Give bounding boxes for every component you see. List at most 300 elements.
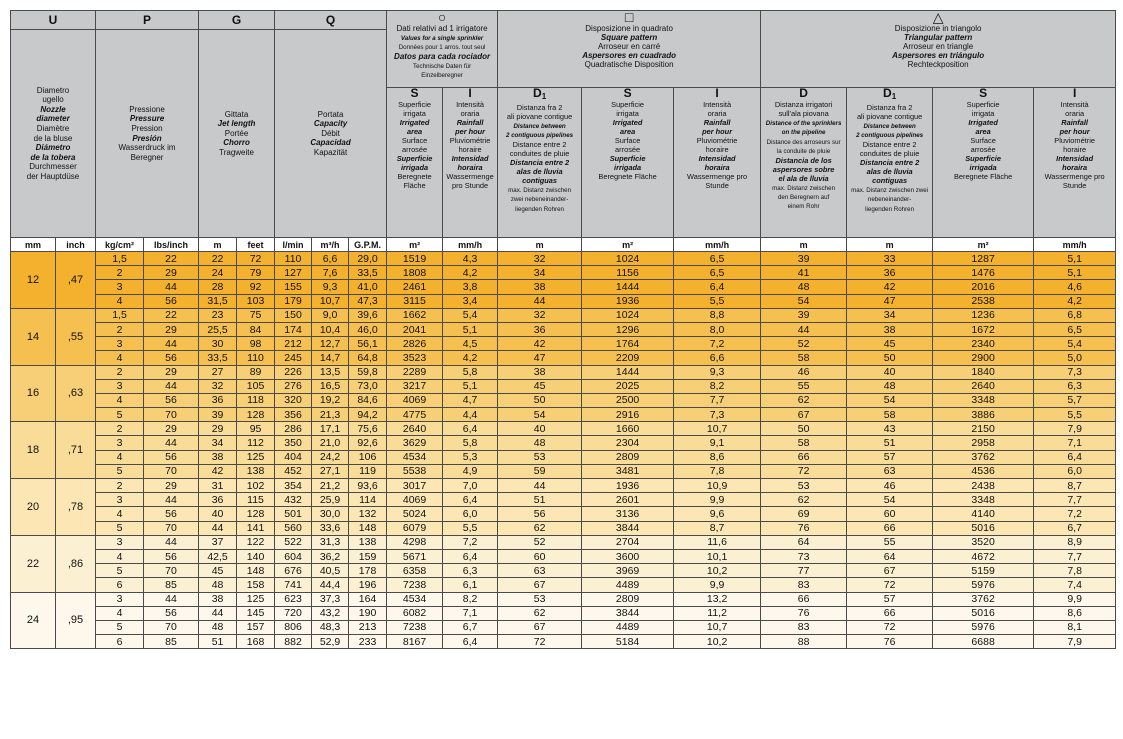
table-cell: 25,9: [312, 493, 349, 507]
table-cell: 9,1: [674, 436, 761, 450]
table-cell: 6,4: [443, 493, 498, 507]
table-cell: 6358: [387, 564, 443, 578]
table-body: [11, 252, 1116, 649]
table-cell: 67: [498, 620, 582, 634]
triangle-i-header: I Intensità oraria Rainfall per hour Pluviométrie horaire Intensidad horaira Wassermenge pro Stunde: [1034, 88, 1116, 238]
table-cell: 57: [847, 450, 933, 464]
table-cell: 76: [847, 635, 933, 649]
table-cell: 47,3: [349, 294, 387, 308]
table-cell: 141: [237, 521, 275, 535]
triangle-d1-header: $D_1$ Distanza fra 2 ali piovane contigue Distance between 2 contiguous pipelines Distance entre 2 conduites de pluie Distancia entre 2 alas de lluvia contiguas max. Distanz zwischen zwei nebeneinander- liegenden Rohren: [847, 88, 933, 238]
table-cell: 7,9: [1034, 422, 1116, 436]
table-cell: 404: [275, 450, 312, 464]
table-cell: 3629: [387, 436, 443, 450]
table-cell: 350: [275, 436, 312, 450]
table-cell: 7,4: [1034, 578, 1116, 592]
table-row: [11, 606, 1116, 620]
table-cell: 5,1: [1034, 266, 1116, 280]
sprinkler-data-table-container: [10, 10, 1115, 649]
table-cell: 55: [761, 379, 847, 393]
table-cell: 14,7: [312, 351, 349, 365]
table-cell: 59,8: [349, 365, 387, 379]
table-cell: 5,1: [1034, 252, 1116, 266]
table-cell: 6,3: [1034, 379, 1116, 393]
table-cell: 44: [144, 535, 199, 549]
table-cell: 3: [96, 493, 144, 507]
table-cell: 174: [275, 322, 312, 336]
square-d1-header: $D_1$ Distanza fra 2 ali piovane contigue Distance between 2 contiguous pipelines Distance entre 2 conduites de pluie Distancia entre 2 alas de lluvia contiguas max. Distanz zwischen zwei nebeneinander- liegenden Rohren: [498, 88, 582, 238]
table-cell: 3348: [933, 493, 1034, 507]
table-cell: 178: [349, 564, 387, 578]
table-cell: 25,5: [199, 322, 237, 336]
table-cell: 56: [144, 351, 199, 365]
nozzle-diameter-header: Diametro ugello Nozzle diameter Diamètre de la bluse Diámetro de la tobera Durchmesser der Hauptdüse: [11, 30, 96, 238]
table-cell: 58: [761, 436, 847, 450]
table-cell: 5,4: [443, 308, 498, 322]
table-cell: 33,5: [349, 266, 387, 280]
table-cell: 44: [144, 337, 199, 351]
header-letter-u: U: [11, 11, 96, 30]
table-row: [11, 450, 1116, 464]
table-cell: 22: [144, 252, 199, 266]
table-cell: 51: [847, 436, 933, 450]
table-cell: 17,1: [312, 422, 349, 436]
table-cell: 85: [144, 635, 199, 649]
table-cell: 5016: [933, 521, 1034, 535]
table-cell: 3348: [933, 393, 1034, 407]
unit-cell: mm/h: [1034, 238, 1116, 252]
table-cell: 11,2: [674, 606, 761, 620]
table-cell: 66: [761, 450, 847, 464]
table-cell: 39: [199, 408, 237, 422]
table-cell: 4489: [582, 578, 674, 592]
table-cell: 73,0: [349, 379, 387, 393]
table-cell: 67: [847, 564, 933, 578]
table-cell: 168: [237, 635, 275, 649]
table-cell: 56: [144, 549, 199, 563]
table-cell: 44: [498, 294, 582, 308]
square-pattern-header: □ Disposizione in quadrato Square pattern Arroseur en carré Aspersores en cuadrado Quadratische Disposition: [498, 11, 761, 88]
table-cell: 37,3: [312, 592, 349, 606]
table-cell: 4,7: [443, 393, 498, 407]
table-cell: 39,6: [349, 308, 387, 322]
table-cell: 30,0: [312, 507, 349, 521]
table-cell: 36: [498, 322, 582, 336]
table-cell: 76: [761, 521, 847, 535]
table-cell: 44: [761, 322, 847, 336]
table-cell: 40: [199, 507, 237, 521]
table-cell: 36: [847, 266, 933, 280]
table-cell: 12,7: [312, 337, 349, 351]
table-cell: 50: [847, 351, 933, 365]
table-cell: 92: [237, 280, 275, 294]
table-cell: 54: [498, 408, 582, 422]
table-cell: 2640: [387, 422, 443, 436]
table-cell: 5,1: [443, 379, 498, 393]
table-cell: 70: [144, 408, 199, 422]
table-cell: 38: [498, 365, 582, 379]
table-cell: 6,1: [443, 578, 498, 592]
table-cell: 6,5: [674, 266, 761, 280]
table-cell: 4,9: [443, 464, 498, 478]
table-cell: 2500: [582, 393, 674, 407]
table-cell: 4672: [933, 549, 1034, 563]
table-cell: 29: [144, 365, 199, 379]
table-cell: 72: [847, 620, 933, 634]
table-cell: 3481: [582, 464, 674, 478]
table-row: [11, 280, 1116, 294]
table-cell: 7,6: [312, 266, 349, 280]
table-cell: 2: [96, 479, 144, 493]
table-cell: 44: [144, 280, 199, 294]
table-cell: 9,3: [312, 280, 349, 294]
unit-cell: m: [498, 238, 582, 252]
table-cell: 320: [275, 393, 312, 407]
table-row: [11, 507, 1116, 521]
table-cell: 28: [199, 280, 237, 294]
table-row: [11, 393, 1116, 407]
table-cell: 29: [144, 422, 199, 436]
table-cell: 103: [237, 294, 275, 308]
table-cell: 3762: [933, 450, 1034, 464]
table-cell: 23: [199, 308, 237, 322]
table-cell: 45: [847, 337, 933, 351]
table-cell: 36: [199, 493, 237, 507]
table-cell: 5,5: [443, 521, 498, 535]
table-cell: 33: [847, 252, 933, 266]
table-cell: 7,3: [1034, 365, 1116, 379]
table-cell: 110: [275, 252, 312, 266]
table-cell: 2916: [582, 408, 674, 422]
table-cell: 3: [96, 592, 144, 606]
table-cell: 21,0: [312, 436, 349, 450]
table-cell: 34: [498, 266, 582, 280]
table-cell: 48: [199, 578, 237, 592]
table-cell: 2016: [933, 280, 1034, 294]
table-cell: 44: [144, 379, 199, 393]
table-cell: 5,4: [1034, 337, 1116, 351]
nozzle-mm-cell: 22: [11, 535, 56, 592]
table-cell: 7,2: [674, 337, 761, 351]
table-row: [11, 422, 1116, 436]
table-cell: 4140: [933, 507, 1034, 521]
unit-cell: mm/h: [443, 238, 498, 252]
table-row: [11, 337, 1116, 351]
table-cell: 6,4: [443, 549, 498, 563]
table-cell: 6,4: [443, 422, 498, 436]
table-row: [11, 549, 1116, 563]
unit-cell: mm: [11, 238, 56, 252]
table-cell: 286: [275, 422, 312, 436]
table-cell: 63: [498, 564, 582, 578]
table-cell: 150: [275, 308, 312, 322]
table-cell: 7,7: [1034, 493, 1116, 507]
sprinkler-performance-table: [10, 10, 1116, 649]
table-cell: 102: [237, 479, 275, 493]
table-cell: 10,7: [312, 294, 349, 308]
table-cell: 2150: [933, 422, 1034, 436]
table-cell: 6082: [387, 606, 443, 620]
table-cell: 10,9: [674, 479, 761, 493]
table-cell: 56: [144, 294, 199, 308]
table-cell: 24: [199, 266, 237, 280]
table-cell: 4: [96, 351, 144, 365]
table-cell: 8,6: [1034, 606, 1116, 620]
header-letter-p: P: [96, 11, 199, 30]
table-cell: 5024: [387, 507, 443, 521]
table-cell: 38: [847, 322, 933, 336]
table-cell: 2289: [387, 365, 443, 379]
table-cell: 10,4: [312, 322, 349, 336]
unit-cell: m: [199, 238, 237, 252]
table-cell: 3017: [387, 479, 443, 493]
table-cell: 34: [847, 308, 933, 322]
table-cell: 72: [847, 578, 933, 592]
table-cell: 32: [498, 252, 582, 266]
table-cell: 6,4: [674, 280, 761, 294]
table-cell: 44: [144, 436, 199, 450]
table-cell: 7,2: [443, 535, 498, 549]
table-cell: 3523: [387, 351, 443, 365]
table-cell: 84: [237, 322, 275, 336]
table-cell: 127: [275, 266, 312, 280]
table-cell: 4,2: [1034, 294, 1116, 308]
table-cell: 1,5: [96, 252, 144, 266]
table-cell: 3844: [582, 606, 674, 620]
table-cell: 79: [237, 266, 275, 280]
table-cell: 67: [761, 408, 847, 422]
table-cell: 2025: [582, 379, 674, 393]
table-cell: 128: [237, 507, 275, 521]
table-cell: 720: [275, 606, 312, 620]
table-cell: 5538: [387, 464, 443, 478]
table-cell: 4,2: [443, 351, 498, 365]
table-cell: 39: [761, 308, 847, 322]
table-cell: 3844: [582, 521, 674, 535]
table-cell: 46,0: [349, 322, 387, 336]
table-cell: 31,3: [312, 535, 349, 549]
table-cell: 4: [96, 549, 144, 563]
table-cell: 85: [144, 578, 199, 592]
table-cell: 94,2: [349, 408, 387, 422]
jet-length-header: Gittata Jet length Portée Chorro Tragweite: [199, 30, 275, 238]
table-cell: 32: [498, 308, 582, 322]
table-cell: 2: [96, 422, 144, 436]
table-cell: 2958: [933, 436, 1034, 450]
table-cell: 2340: [933, 337, 1034, 351]
table-cell: 38: [199, 592, 237, 606]
table-cell: 51: [199, 635, 237, 649]
table-cell: 36: [199, 393, 237, 407]
table-cell: 70: [144, 464, 199, 478]
table-cell: 32: [199, 379, 237, 393]
unit-cell: m²: [933, 238, 1034, 252]
nozzle-inch-cell: ,71: [56, 422, 96, 479]
table-cell: 48,3: [312, 620, 349, 634]
table-cell: 125: [237, 592, 275, 606]
table-cell: 1024: [582, 252, 674, 266]
table-cell: 9,9: [1034, 592, 1116, 606]
table-cell: 2538: [933, 294, 1034, 308]
unit-cell: m²: [582, 238, 674, 252]
table-row: [11, 252, 1116, 266]
table-cell: 148: [349, 521, 387, 535]
table-cell: 52: [498, 535, 582, 549]
table-cell: 56: [498, 507, 582, 521]
table-cell: 62: [761, 393, 847, 407]
table-cell: 48: [761, 280, 847, 294]
table-cell: 53: [498, 592, 582, 606]
table-cell: 806: [275, 620, 312, 634]
table-cell: 6,5: [674, 252, 761, 266]
table-row: [11, 464, 1116, 478]
pressure-header: Pressione Pressure Pression Presión Wasserdruck im Beregner: [96, 30, 199, 238]
table-cell: 41: [761, 266, 847, 280]
table-cell: 4775: [387, 408, 443, 422]
table-cell: 33,5: [199, 351, 237, 365]
table-row: [11, 351, 1116, 365]
table-cell: 155: [275, 280, 312, 294]
table-cell: 42: [847, 280, 933, 294]
unit-cell: lbs/inch: [144, 238, 199, 252]
table-cell: 72: [237, 252, 275, 266]
table-row: [11, 620, 1116, 634]
table-cell: 44: [144, 592, 199, 606]
nozzle-inch-cell: ,86: [56, 535, 96, 592]
unit-cell: G.P.M.: [349, 238, 387, 252]
table-cell: 6,4: [1034, 450, 1116, 464]
table-cell: 64: [847, 549, 933, 563]
table-cell: 8167: [387, 635, 443, 649]
table-cell: 5159: [933, 564, 1034, 578]
table-cell: 676: [275, 564, 312, 578]
table-cell: 62: [498, 606, 582, 620]
table-cell: 6,0: [443, 507, 498, 521]
table-cell: 5184: [582, 635, 674, 649]
table-cell: 47: [498, 351, 582, 365]
table-cell: 5976: [933, 578, 1034, 592]
table-cell: 115: [237, 493, 275, 507]
table-cell: 45: [199, 564, 237, 578]
table-cell: 62: [761, 493, 847, 507]
table-cell: 132: [349, 507, 387, 521]
table-cell: 138: [349, 535, 387, 549]
table-cell: 7,0: [443, 479, 498, 493]
table-cell: 73: [761, 549, 847, 563]
table-cell: 7,1: [1034, 436, 1116, 450]
table-cell: 112: [237, 436, 275, 450]
triangle-pattern-header: △ Disposizione in triangolo Triangular pattern Arroseur en triangle Aspersores en triángulo Rechteckposition: [761, 11, 1116, 88]
nozzle-inch-cell: ,55: [56, 308, 96, 365]
unit-cell: inch: [56, 238, 96, 252]
table-cell: 3: [96, 535, 144, 549]
table-cell: 72: [761, 464, 847, 478]
table-cell: 138: [237, 464, 275, 478]
table-cell: 10,7: [674, 422, 761, 436]
table-row: [11, 322, 1116, 336]
table-cell: 56: [144, 507, 199, 521]
table-cell: 6,6: [674, 351, 761, 365]
table-cell: 6,3: [443, 564, 498, 578]
table-cell: 56: [144, 393, 199, 407]
table-cell: 46: [761, 365, 847, 379]
table-cell: 3886: [933, 408, 1034, 422]
table-cell: 2900: [933, 351, 1034, 365]
table-cell: 2601: [582, 493, 674, 507]
table-cell: 53: [498, 450, 582, 464]
table-cell: 27,1: [312, 464, 349, 478]
table-cell: 40: [498, 422, 582, 436]
table-cell: 159: [349, 549, 387, 563]
table-cell: 452: [275, 464, 312, 478]
table-row: [11, 535, 1116, 549]
table-cell: 89: [237, 365, 275, 379]
table-cell: 4,6: [1034, 280, 1116, 294]
table-cell: 88: [761, 635, 847, 649]
table-cell: 4069: [387, 393, 443, 407]
table-cell: 66: [761, 592, 847, 606]
table-cell: 114: [349, 493, 387, 507]
table-cell: 8,2: [443, 592, 498, 606]
table-cell: 8,2: [674, 379, 761, 393]
table-cell: 50: [761, 422, 847, 436]
table-cell: 4,4: [443, 408, 498, 422]
nozzle-mm-cell: 18: [11, 422, 56, 479]
table-cell: 140: [237, 549, 275, 563]
unit-cell: kg/cm²: [96, 238, 144, 252]
table-row: [11, 308, 1116, 322]
table-cell: 6,4: [443, 635, 498, 649]
table-cell: 2461: [387, 280, 443, 294]
table-cell: 22: [199, 252, 237, 266]
table-cell: 4,2: [443, 266, 498, 280]
table-cell: 179: [275, 294, 312, 308]
square-s-header: S Superficie irrigata Irrigated area Surface arrosée Superficie irrigada Beregnete Fläche: [582, 88, 674, 238]
table-cell: 6,7: [443, 620, 498, 634]
table-cell: 43,2: [312, 606, 349, 620]
table-cell: 6,6: [312, 252, 349, 266]
table-cell: 29: [144, 322, 199, 336]
table-cell: 3217: [387, 379, 443, 393]
table-cell: 6: [96, 635, 144, 649]
table-cell: 7238: [387, 578, 443, 592]
table-cell: 42: [498, 337, 582, 351]
table-cell: 7,7: [1034, 549, 1116, 563]
table-cell: 105: [237, 379, 275, 393]
table-row: [11, 578, 1116, 592]
table-cell: 52: [761, 337, 847, 351]
table-cell: 128: [237, 408, 275, 422]
table-cell: 4534: [387, 450, 443, 464]
unit-cell: m: [847, 238, 933, 252]
table-cell: 2704: [582, 535, 674, 549]
table-cell: 6,7: [1034, 521, 1116, 535]
table-cell: 1672: [933, 322, 1034, 336]
table-cell: 9,0: [312, 308, 349, 322]
table-cell: 44,4: [312, 578, 349, 592]
table-cell: 29: [199, 422, 237, 436]
table-cell: 122: [237, 535, 275, 549]
table-cell: 5: [96, 521, 144, 535]
table-cell: 8,8: [674, 308, 761, 322]
table-cell: 8,0: [674, 322, 761, 336]
table-cell: 4298: [387, 535, 443, 549]
table-cell: 2: [96, 266, 144, 280]
table-cell: 56: [144, 606, 199, 620]
table-row: [11, 379, 1116, 393]
table-cell: 741: [275, 578, 312, 592]
table-cell: 47: [847, 294, 933, 308]
